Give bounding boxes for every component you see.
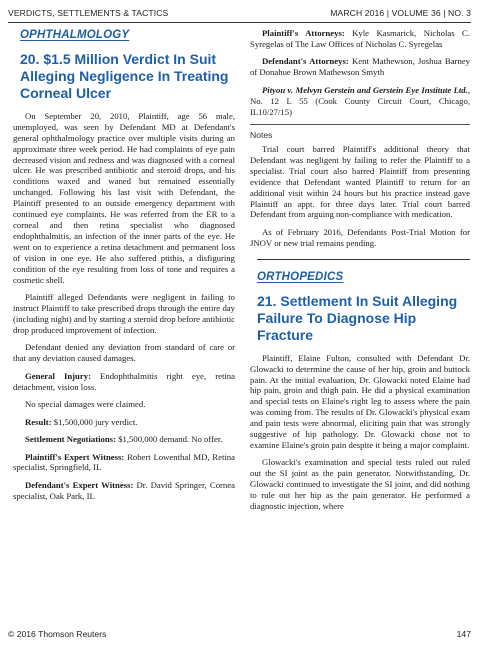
plaintiff-attorneys-line bbox=[250, 28, 470, 50]
general-injury-label: General Injury: bbox=[25, 370, 91, 381]
notes-label: Notes bbox=[250, 124, 470, 141]
case-name: Pityou v. Melvyn Gerstein and Gerstein Eye Institute Ltd. bbox=[262, 84, 468, 95]
plaintiff-expert-label: Plaintiff's Expert Witness: bbox=[25, 451, 125, 462]
plaintiff-expert-text: Robert Lowenthal MD, Retina specialist, Springfield, IL bbox=[13, 451, 235, 473]
right-column bbox=[250, 28, 470, 519]
header-publication-title: VERDICTS, SETTLEMENTS & TACTICS bbox=[8, 8, 169, 18]
defendant-expert-label: Defendant's Expert Witness: bbox=[25, 479, 134, 490]
case-citation: , No. 12 L 55 (Cook County Circuit Court, Chicago, IL10/27/15) bbox=[250, 84, 470, 117]
case-citation-line bbox=[250, 85, 470, 118]
general-injury-line bbox=[13, 371, 235, 393]
notes-paragraph: Trial court barred Plaintiff's additional theory that Defendant was negligent by failing to refer the Plaintiff to a specialist. Trial court also barred Plaintiff from presenting evidence that Defendant wanted Plaintiff to return for an additional visit within 24 hours but his practice instead gave Plaintiff an appt. for three days later. Trial court barred Defendant from arguing non-compliance with medication. bbox=[250, 144, 470, 220]
article-title-20: 20. $1.5 Million Verdict In Suit Alleging Negligence In Treating Corneal Ulcer bbox=[20, 50, 229, 101]
result-label: Result: bbox=[25, 416, 52, 427]
header-issue-info: MARCH 2016 | VOLUME 36 | NO. 3 bbox=[330, 8, 471, 18]
plaintiff-expert-line bbox=[13, 452, 235, 474]
article-paragraph: No special damages were claimed. bbox=[25, 399, 146, 410]
defendant-attorneys-label: Defendant's Attorneys: bbox=[262, 56, 349, 67]
article-paragraph: On September 20, 2010, Plaintiff, age 56 male, unemployed, was seen by Defendant MD at Defendant's general ophthalmology practice over multiple visits during an approximate three week period. He had complaints of eye pain decreased vision and redness and was diagnosed with a corneal ulcer. He was prescribed antibiotic and steroid drops, and his conditions waxed and waned but remained essentially unchanged. Following his last visit with Defendant, the Plaintiff presented to an outside emergency department with continued eye complaints. He was referred from the ER to a corneal and then retina specialist who diagnosed endophthalmitis, an infection of the inner parts of the eye. He went on to experience a retina detachment and permanent loss of vision in one eye. He also suffered ptithis, a disfiguring condition of the eye resulting from loss of tone and requires a cosmetic shell. bbox=[13, 110, 235, 285]
plaintiff-attorneys-text: Kyle Kasmarick, Nicholas C. Syregelas of The Law Offices of Nicholas C. Syregelas bbox=[250, 28, 470, 49]
general-injury-text: Endophthalmitis right eye, retina detachment, vision loss. bbox=[13, 370, 236, 392]
defendant-attorneys-line bbox=[250, 56, 470, 78]
settlement-line bbox=[13, 434, 235, 445]
section-heading-orthopedics: ORTHOPEDICS bbox=[257, 259, 470, 283]
settlement-label: Settlement Negotiations: bbox=[25, 434, 116, 445]
running-header bbox=[8, 6, 471, 20]
result-text: $1,500,000 jury verdict. bbox=[51, 416, 138, 427]
header-divider bbox=[8, 22, 471, 23]
footer-copyright: © 2016 Thomson Reuters bbox=[8, 629, 107, 639]
settlement-text: $1,500,000 demand. No offer. bbox=[115, 434, 223, 445]
page-footer bbox=[8, 628, 471, 640]
article-title-21: 21. Settlement In Suit Alleging Failure To Diagnose Hip Fracture bbox=[257, 292, 458, 343]
defendant-expert-line bbox=[13, 480, 235, 502]
defendant-attorneys-text: Kent Mathewson, Joshua Barney of Donahue Brown Mathewson Smyth bbox=[250, 56, 470, 78]
section-heading-ophthalmology: OPHTHALMOLOGY bbox=[20, 29, 130, 41]
article-paragraph: Defendant denied any deviation from standard of care or that any deviation caused damages. bbox=[13, 342, 235, 364]
left-column bbox=[13, 30, 235, 508]
notes-paragraph: As of February 2016, Defendants Post-Trial Motion for JNOV or new trial remains pending. bbox=[250, 226, 470, 248]
article-paragraph: Plaintiff alleged Defendants were negligent in failing to instruct Plaintiff to take prescribed drops through the entire day (including night) and by starting a steroid drop before antibiotic drop produced improvement of infection. bbox=[13, 292, 235, 335]
plaintiff-attorneys-label: Plaintiff's Attorneys: bbox=[262, 28, 345, 38]
article-paragraph: Glowacki's examination and special tests ruled out ruled out the SI joint as the pain generator. Notwithstanding, Dr. Glowacki continued to investigate the SI joint, and did nothing to rule out her hip as the pain generator. He performed a diagnostic injection, where bbox=[250, 457, 470, 512]
page-number: 147 bbox=[456, 629, 471, 639]
article-paragraph: Plaintiff, Elaine Fulton, consulted with Defendant Dr. Glowacki to determine the cause of her hip, groin and buttock pain. At the initial evaluation, Dr. Glowacki noted Elaine had hip pain, groin and thigh pain. He did a physical examination and special tests on Elaine's right leg to assess where the pain was coming from. The results of Dr. Glowacki's physical exam and pain tests were abnormal, eliciting pain that was strongly suggestive of hip pathology. Dr. Glowacki chose not to examine Elaine's groin pain despite it being a major complaint. bbox=[250, 352, 470, 450]
result-line bbox=[13, 417, 235, 428]
defendant-expert-text: Dr. David Springer, Cornea specialist, Oak Park, IL bbox=[13, 479, 235, 501]
